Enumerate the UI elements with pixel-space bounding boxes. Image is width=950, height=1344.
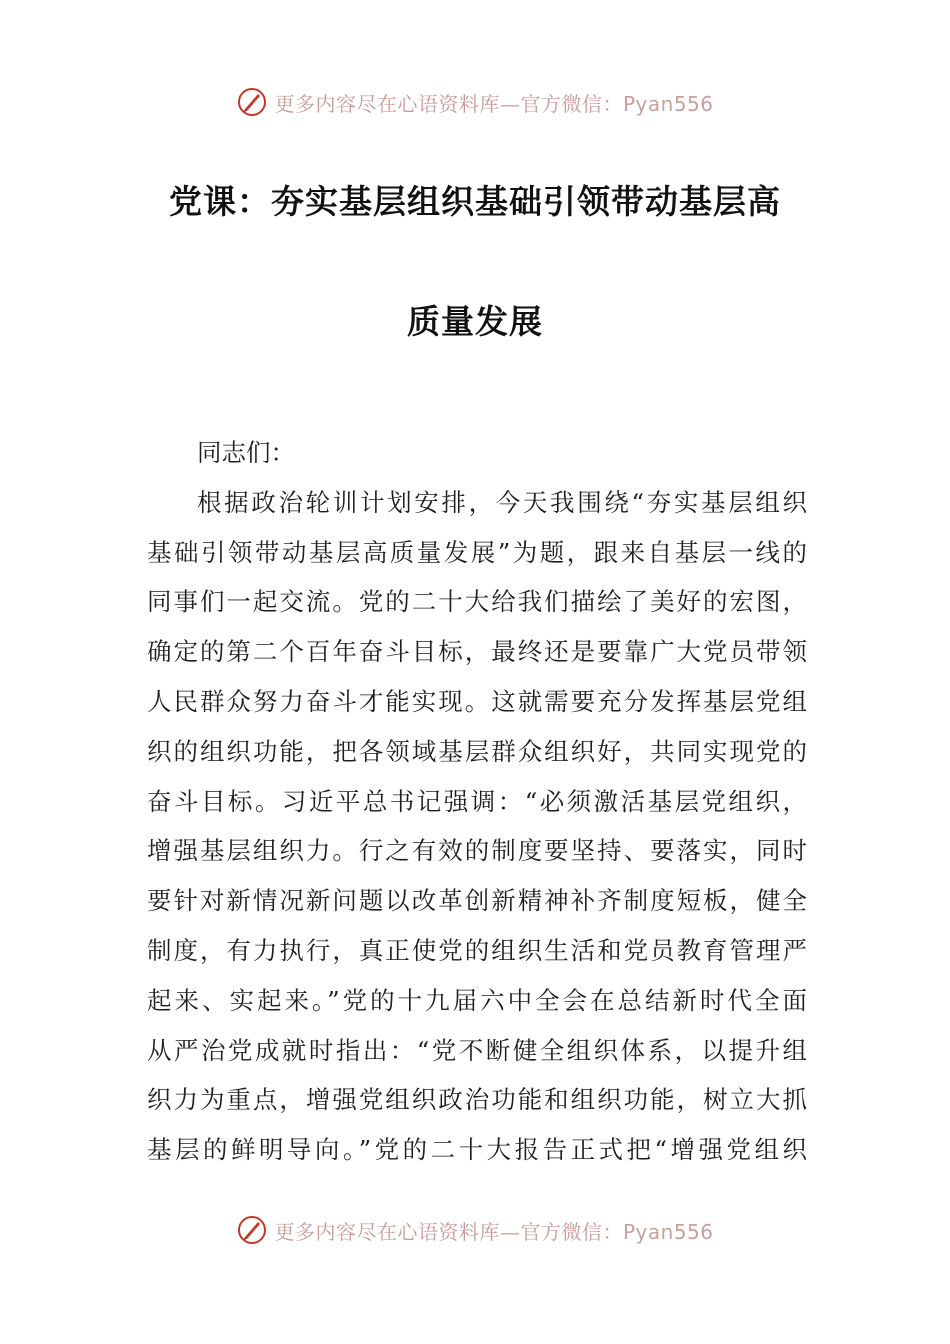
- paragraph-line: 确定的第二个百年奋斗目标，最终还是要靠广大党员带领: [147, 637, 807, 667]
- footer-banner: [0, 1210, 950, 1250]
- wechat-id: Pyan556: [622, 1219, 714, 1244]
- header-banner: [0, 82, 950, 122]
- paragraph-line: 根据政治轮训计划安排，今天我围绕“夯实基层组织: [197, 487, 807, 517]
- banner-label: 更多内容尽在心语资料库—官方微信：: [274, 1219, 623, 1244]
- salutation: 同志们：: [197, 438, 295, 467]
- paragraph-line: 要针对新情况新问题以改革创新精神补齐制度短板，健全: [147, 886, 807, 916]
- paragraph-line: 起来、实起来。”党的十九届六中全会在总结新时代全面: [147, 985, 807, 1015]
- quill-logo-icon: [236, 86, 268, 118]
- document-body: [147, 428, 807, 1175]
- paragraph-line: 基层的鲜明导向。”党的二十大报告正式把“增强党组织: [147, 1135, 807, 1165]
- paragraph-line: 增强基层组织力。行之有效的制度要坚持、要落实，同时: [147, 836, 807, 866]
- paragraph-line: 基础引领带动基层高质量发展”为题，跟来自基层一线的: [147, 537, 807, 567]
- paragraph-line: 织力为重点，增强党组织政治功能和组织功能，树立大抓: [147, 1085, 807, 1115]
- quill-logo-icon: [236, 1214, 268, 1246]
- banner-text: [274, 1216, 713, 1245]
- paragraph-line: 制度，有力执行，真正使党的组织生活和党员教育管理严: [147, 935, 807, 965]
- banner-text: [274, 88, 713, 117]
- paragraph-line: 织的组织功能，把各领域基层群众组织好，共同实现党的: [147, 736, 807, 766]
- paragraph-line: 人民群众努力奋斗才能实现。这就需要充分发挥基层党组: [147, 686, 807, 716]
- paragraph-line: 同事们一起交流。党的二十大给我们描绘了美好的宏图，: [147, 587, 807, 617]
- banner-label: 更多内容尽在心语资料库—官方微信：: [274, 91, 623, 116]
- page-title-line-1: 党课：夯实基层组织基础引领带动基层高: [169, 182, 781, 221]
- page-title-line-2: 质量发展: [407, 302, 543, 341]
- wechat-id: Pyan556: [622, 91, 714, 116]
- paragraph-line: 从严治党成就时指出：“党不断健全组织体系，以提升组: [147, 1035, 807, 1065]
- paragraph-line: 奋斗目标。习近平总书记强调：“必须激活基层党组织，: [147, 786, 807, 816]
